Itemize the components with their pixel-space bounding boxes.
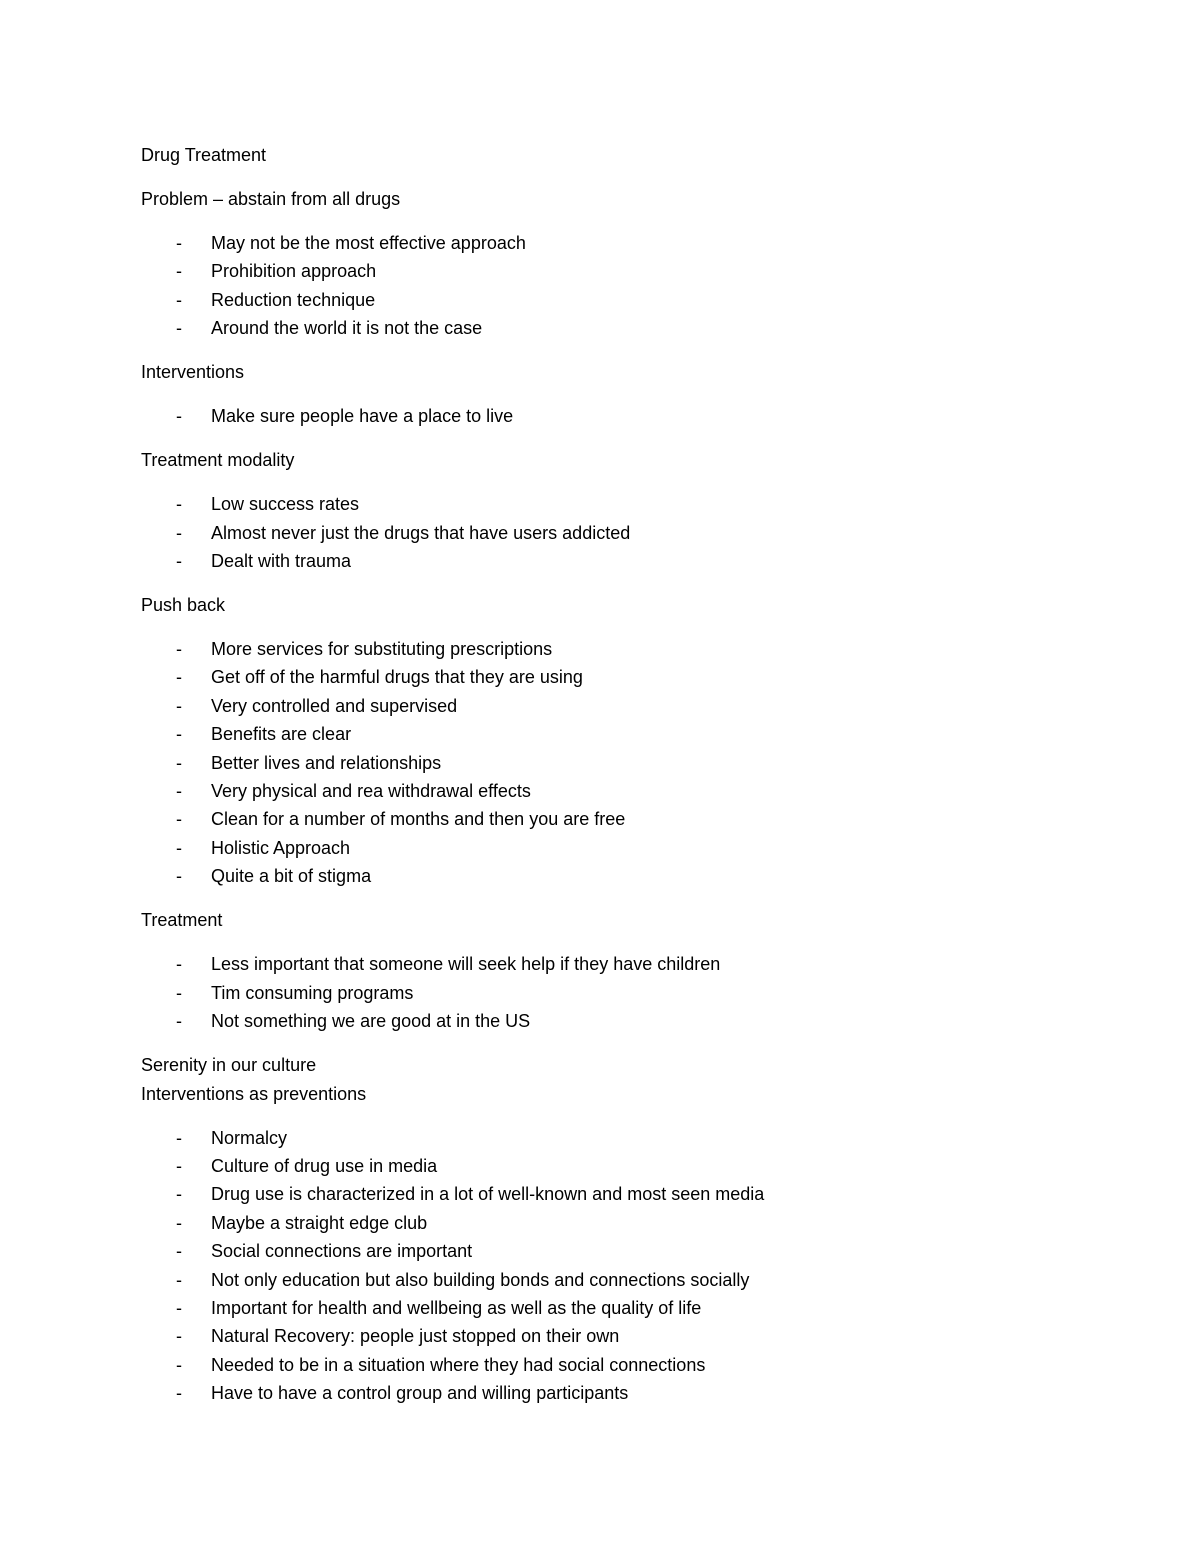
list-item (141, 229, 1081, 257)
bullet-dash: - (176, 866, 182, 887)
list-item-text: Holistic Approach (211, 837, 351, 858)
list-item (141, 1351, 1081, 1379)
list-item (141, 257, 1081, 285)
list-item-text: Get off of the harmful drugs that they are using (211, 667, 583, 688)
bullet-dash: - (176, 1212, 182, 1233)
section-heading-serenity: Serenity in our culture (141, 1055, 317, 1076)
list-item (141, 635, 1081, 663)
list-item (141, 286, 1081, 314)
bullet-dash: - (176, 1297, 182, 1318)
list-item (141, 402, 1081, 430)
push-back-list (141, 635, 1081, 891)
list-item (141, 1266, 1081, 1294)
list-item (141, 720, 1081, 748)
bullet-dash: - (176, 1383, 182, 1404)
list-item-text: More services for substituting prescriptions (211, 639, 553, 660)
list-item-text: Very controlled and supervised (211, 695, 458, 716)
problem-list (141, 229, 1081, 343)
document-body (141, 141, 1081, 1423)
list-item (141, 1379, 1081, 1407)
bullet-dash: - (176, 261, 182, 282)
bullet-dash: - (176, 837, 182, 858)
bullet-dash: - (176, 1011, 182, 1032)
list-item (141, 950, 1081, 978)
section-heading-problem: Problem – abstain from all drugs (141, 189, 401, 209)
list-item (141, 490, 1081, 518)
treatment-list (141, 950, 1081, 1035)
list-item (141, 519, 1081, 547)
bullet-dash: - (176, 1127, 182, 1148)
section-heading-treatment: Treatment (141, 910, 223, 931)
list-item-text: Culture of drug use in media (211, 1155, 438, 1176)
bullet-dash: - (176, 1241, 182, 1262)
bullet-dash: - (176, 522, 182, 543)
list-item (141, 1294, 1081, 1322)
list-item (141, 1124, 1081, 1152)
bullet-dash: - (176, 551, 182, 572)
list-item-text: May not be the most effective approach (211, 233, 526, 253)
section-heading-push-back: Push back (141, 595, 226, 616)
list-item (141, 314, 1081, 342)
list-item (141, 1152, 1081, 1180)
bullet-dash: - (176, 954, 182, 975)
treatment-modality-list (141, 490, 1081, 575)
list-item (141, 1322, 1081, 1350)
list-item (141, 805, 1081, 833)
list-item (141, 1007, 1081, 1035)
bullet-dash: - (176, 1184, 182, 1205)
interventions-list (141, 402, 1081, 430)
list-item (141, 1180, 1081, 1208)
list-item (141, 692, 1081, 720)
list-item-text: Less important that someone will seek help if they have children (211, 954, 721, 975)
list-item-text: Not only education but also building bonds and connections socially (211, 1269, 750, 1290)
bullet-dash: - (176, 406, 182, 427)
list-item-text: Not something we are good at in the US (211, 1011, 531, 1032)
list-item-text: Normalcy (211, 1127, 288, 1148)
list-item-text: Social connections are important (211, 1241, 473, 1262)
bullet-dash: - (176, 1155, 182, 1176)
bullet-dash: - (176, 695, 182, 716)
bullet-dash: - (176, 781, 182, 802)
bullet-dash: - (176, 1269, 182, 1290)
list-item (141, 979, 1081, 1007)
list-item (141, 1209, 1081, 1237)
list-item (141, 547, 1081, 575)
list-item-text: Better lives and relationships (211, 752, 442, 773)
list-item-text: Tim consuming programs (211, 982, 414, 1003)
list-item (141, 1237, 1081, 1265)
bullet-dash: - (176, 667, 182, 688)
section-heading-interventions: Interventions (141, 362, 245, 383)
list-item-text: Low success rates (211, 494, 360, 515)
list-item-text: Around the world it is not the case (211, 318, 483, 339)
bullet-dash: - (176, 982, 182, 1003)
list-item (141, 749, 1081, 777)
list-item (141, 663, 1081, 691)
bullet-dash: - (176, 318, 182, 339)
bullet-dash: - (176, 1354, 182, 1375)
bullet-dash: - (176, 752, 182, 773)
list-item-text: Reduction technique (211, 289, 376, 310)
list-item-text: Clean for a number of months and then you are free (211, 809, 626, 830)
list-item (141, 777, 1081, 805)
list-item-text: Quite a bit of stigma (211, 866, 372, 887)
document-title: Drug Treatment (141, 145, 267, 165)
list-item-text: Important for health and wellbeing as well as the quality of life (211, 1297, 702, 1318)
bullet-dash: - (176, 289, 182, 310)
bullet-dash: - (176, 233, 182, 253)
list-item-text: Dealt with trauma (211, 551, 352, 572)
bullet-dash: - (176, 809, 182, 830)
list-item-text: Have to have a control group and willing participants (211, 1383, 629, 1404)
list-item-text: Make sure people have a place to live (211, 406, 514, 427)
bullet-dash: - (176, 1326, 182, 1347)
list-item-text: Very physical and rea withdrawal effects (211, 781, 531, 802)
list-item-text: Almost never just the drugs that have users addicted (211, 522, 631, 543)
list-item (141, 862, 1081, 890)
list-item (141, 834, 1081, 862)
list-item-text: Natural Recovery: people just stopped on their own (211, 1326, 620, 1347)
list-item-text: Needed to be in a situation where they had social connections (211, 1354, 706, 1375)
bullet-dash: - (176, 724, 182, 745)
interventions-as-preventions-list (141, 1124, 1081, 1408)
section-heading-treatment-modality: Treatment modality (141, 450, 295, 471)
list-item-text: Benefits are clear (211, 724, 352, 745)
list-item-text: Prohibition approach (211, 261, 377, 282)
bullet-dash: - (176, 494, 182, 515)
list-item-text: Maybe a straight edge club (211, 1212, 428, 1233)
bullet-dash: - (176, 639, 182, 660)
section-heading-interventions-as-preventions: Interventions as preventions (141, 1083, 367, 1104)
list-item-text: Drug use is characterized in a lot of well-known and most seen media (211, 1184, 765, 1205)
